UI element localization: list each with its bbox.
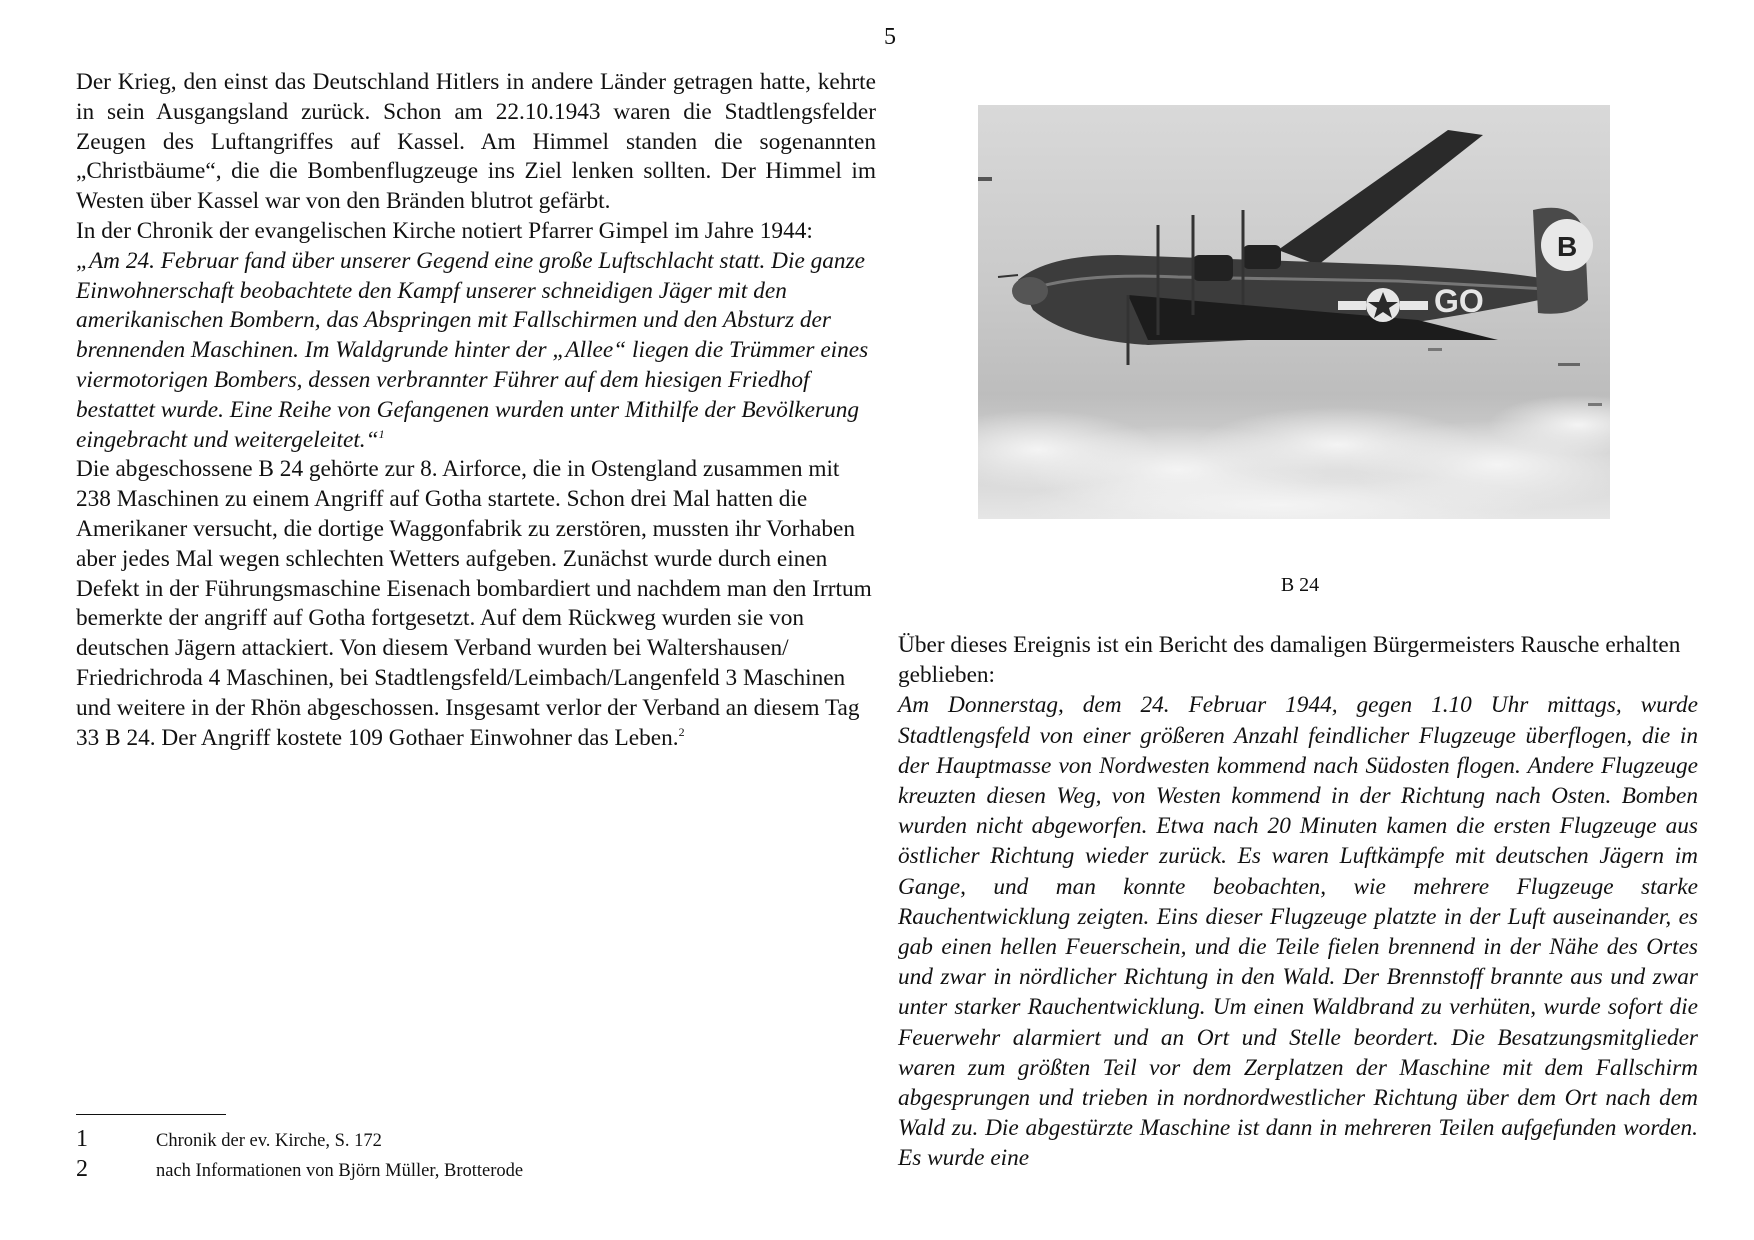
- mayor-report: Am Donnerstag, dem 24. Februar 1944, gegen 1.10 Uhr mittags, wurde Stadtlengsfeld von einer größeren Anzahl feindlicher Flugzeuge überflogen, die in der Hauptmasse von Nordwesten kommend nach Südosten flogen. Andere Flugzeuge kreuzten diesen Weg, von Westen kommend in der Richtung nach Osten. Bomben wurden nicht abgeworfen. Etwa nach 20 Minuten kamen die ersten Flugzeuge aus östlicher Richtung wieder zurück. Es waren Luftkämpfe mit deutschen Jägern im Gange, und man konnte beobachten, wie mehrere Flugzeuge starke Rauchentwicklung zeigten. Eins dieser Flugzeuge platzte in der Luft auseinander, es gab einen hellen Feuerschein, und die Teile fielen brennend in der Nähe des Ortes und zwar in nördlicher Richtung in den Wald. Der Brennstoff brannte aus und zwar unter starker Rauchentwicklung. Um einen Waldbrand zu verhüten, wurde sofort die Feuerwehr alarmiert und an Ort und Stelle beordert. Die Besatzungsmitglieder waren zum größten Teil vor dem Zerplatzen der Maschine mit dem Fallschirm abgesprungen und trieben in nordnordwestlicher Richtung über dem Ort nach dem Wald zu. Die abgestürzte Maschine ist dann in mehreren Teilen aufgefunden worden. Es wurde eine: [898, 692, 1698, 1172]
- left-column: [76, 68, 876, 753]
- footnote-separator: [76, 1114, 226, 1115]
- footnote-ref-1: 1: [378, 426, 385, 441]
- chronicle-intro: In der Chronik der evangelischen Kirche notiert Pfarrer Gimpel im Jahre 1944:: [76, 217, 813, 244]
- cloud-layer: [978, 395, 1610, 519]
- page-number: 5: [884, 24, 896, 50]
- footnote-ref-2: 2: [678, 724, 685, 739]
- intro-paragraph: Der Krieg, den einst das Deutschland Hitlers in andere Länder getragen hatte, kehrte in sein Ausgangsland zurück. Schon am 22.10.1943 waren die Stadtlengsfelder Zeugen des Luftangriffes auf Kassel. Am Himmel standen die sogenannten „Christbäume“, die die Bombenflugzeuge ins Ziel lenken sollten. Der Himmel im Westen über Kassel war von den Bränden blutrot gefärbt.: [76, 69, 876, 215]
- chronicle-quote: [76, 247, 876, 456]
- fuselage-code: GO: [1434, 283, 1484, 319]
- b24-photo: [978, 105, 1610, 519]
- footnotes: [76, 1126, 836, 1186]
- footnote-number: 1: [76, 1126, 88, 1152]
- right-column: [898, 630, 1698, 1174]
- b24-paragraph-text: Die abgeschossene B 24 gehörte zur 8. Airforce, die in Ostengland zusammen mit 238 Maschinen zu einem Angriff auf Gotha startete. Schon drei Mal hatten die Amerikaner versucht, die dortige Waggonfabrik zu zerstören, mussten ihr Vorhaben aber jedes Mal wegen schlechten Wetters aufgeben. Zunächst wurde durch einen Defekt in der Führungsmaschine Eisenach bombardiert und nachdem man den Irrtum bemerkte der angriff auf Gotha fortgesetzt. Auf dem Rückweg wurden sie von deutschen Jägern attackiert. Von diesem Verband wurden bei Waltershausen/ Friedrichroda 4 Maschinen, bei Stadtlengsfeld/Leimbach/Langenfeld 3 Maschinen und weitere in der Rhön abgeschossen. Insgesamt verlor der Verband an diesem Tag 33 B 24. Der Angriff kostete 109 Gothaer Einwohner das Leben.: [76, 456, 872, 751]
- footnote-2: [76, 1156, 836, 1186]
- b24-bomber-image: [978, 105, 1610, 519]
- tail-letter: B: [1557, 231, 1578, 262]
- chronicle-quote-text: „Am 24. Februar fand über unserer Gegend eine große Luftschlacht statt. Die ganze Einwohnerschaft beobachtete den Kampf unserer schneidigen Jäger mit den amerikanischen Bombern, das Abspringen mit Fallschirmen und den Absturz der brennenden Maschinen. Im Waldgrunde hinter der „Allee“ liegen die Trümmer eines viermotorigen Bombers, dessen verbrannter Führer auf dem hiesigen Friedhof bestattet wurde. Eine Reihe von Gefangenen wurden unter Mithilfe der Bevölkerung eingebracht und weitergeleitet.“: [76, 247, 869, 453]
- b24-paragraph: [76, 455, 876, 753]
- footnote-text: Chronik der ev. Kirche, S. 172: [156, 1131, 382, 1151]
- footnote-text: nach Informationen von Björn Müller, Brotterode: [156, 1161, 524, 1181]
- report-intro: Über dieses Ereignis ist ein Bericht des damaligen Bürgermeisters Rausche erhalten geblieben:: [898, 632, 1681, 689]
- figure-caption: B 24: [1280, 574, 1320, 596]
- footnote-1: [76, 1126, 836, 1156]
- footnote-number: 2: [76, 1156, 88, 1182]
